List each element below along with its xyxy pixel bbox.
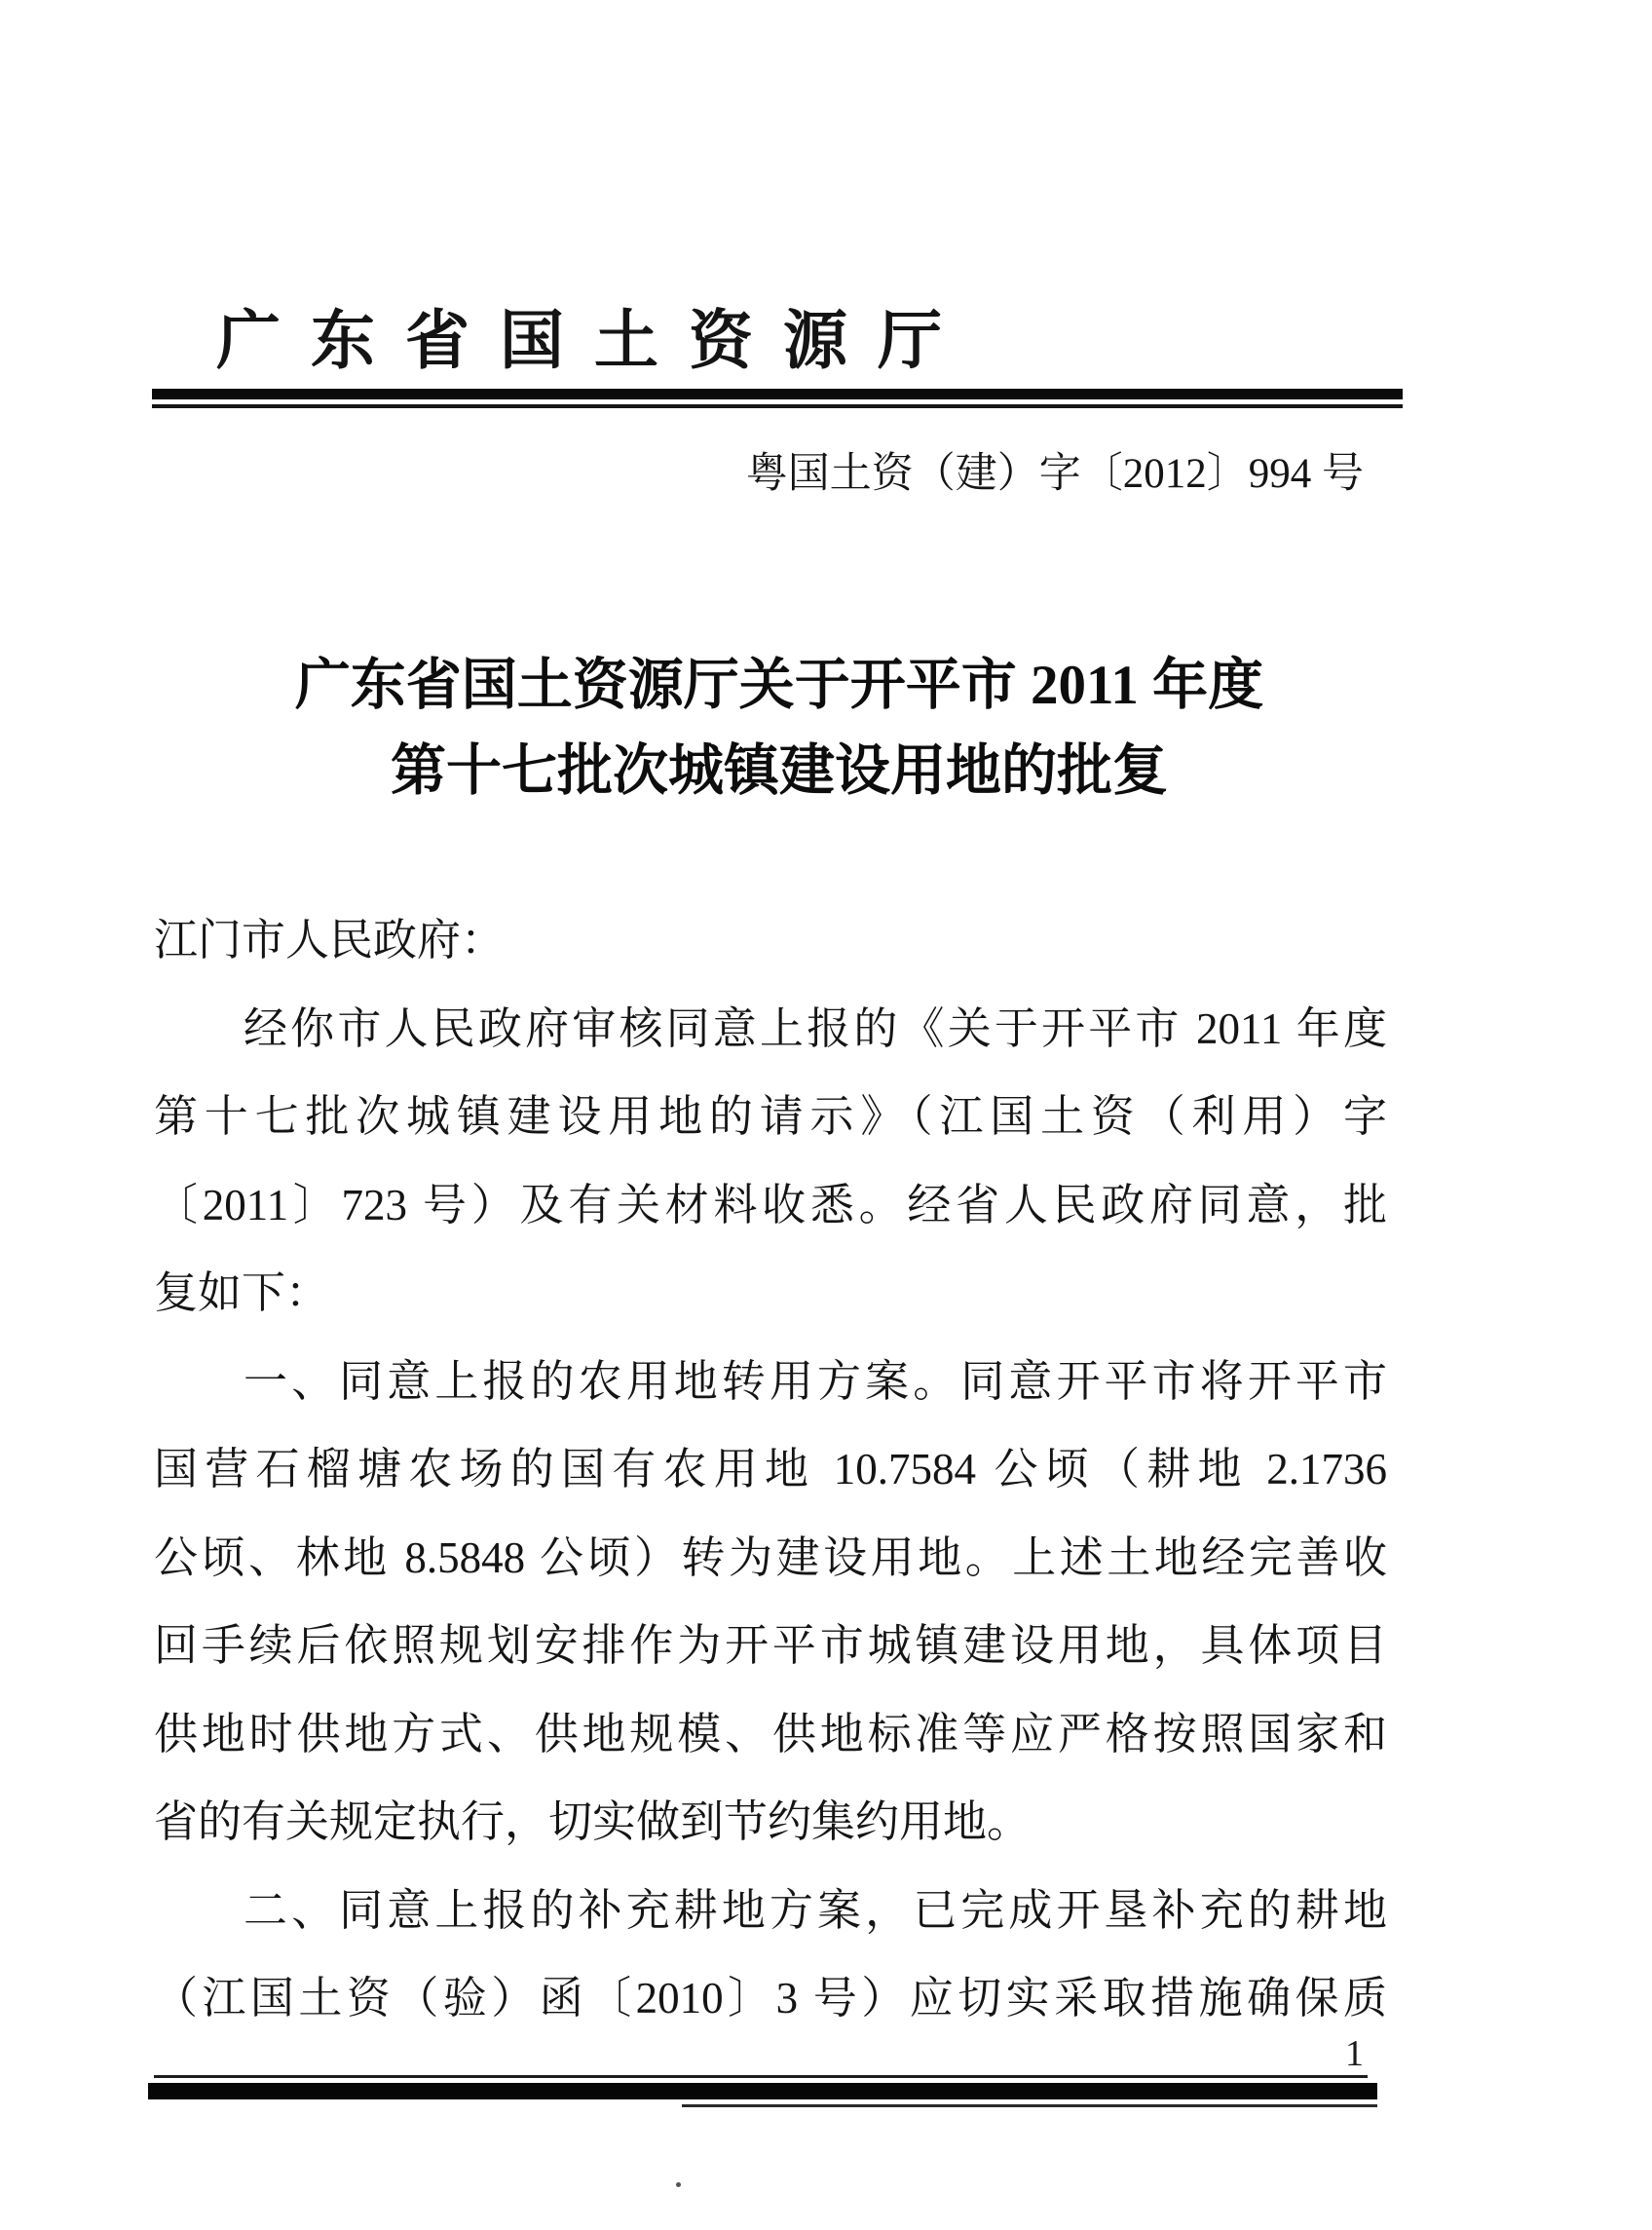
body-line: 供地时供地方式、供地规模、供地标准等应严格按照国家和 [154, 1709, 1387, 1758]
body-line: 公顷、林地 8.5848 公顷）转为建设用地。上述土地经完善收 [154, 1532, 1387, 1582]
body-line: 经你市人民政府审核同意上报的《关于开平市 2011 年度 [244, 1003, 1387, 1053]
letterhead-rule-thin [152, 404, 1403, 408]
footer-rule-thick [148, 2083, 1377, 2099]
footer-rule-sub [682, 2104, 1377, 2107]
footer-rule-thin [154, 2075, 1368, 2078]
body-line: 〔2011〕723 号）及有关材料收悉。经省人民政府同意，批 [154, 1180, 1387, 1229]
page-number: 1 [1345, 2033, 1364, 2074]
document-title-line1: 广东省国土资源厅关于开平市 2011 年度 [294, 655, 1264, 716]
body-line: 回手续后依照规划安排作为开平市城镇建设用地，具体项目 [154, 1621, 1387, 1670]
body-line: 省的有关规定执行，切实做到节约集约用地。 [154, 1797, 1032, 1846]
scan-speck [676, 2182, 681, 2187]
salutation: 江门市人民政府： [154, 916, 506, 964]
body-line: 二、同意上报的补充耕地方案，已完成开垦补充的耕地 [244, 1885, 1387, 1935]
body-line: 国营石榴塘农场的国有农用地 10.7584 公顷（耕地 2.1736 [154, 1445, 1387, 1493]
body-line: （江国土资（验）函〔2010〕3 号）应切实采取措施确保质 [154, 1974, 1387, 2022]
document-body [154, 896, 1387, 2043]
body-line: 一、同意上报的农用地转用方案。同意开平市将开平市 [244, 1356, 1387, 1406]
document-title [166, 643, 1393, 814]
body-line: 复如下： [154, 1268, 330, 1317]
doc-reference-number: 粤国土资（建）字〔2012〕994 号 [745, 451, 1364, 497]
document-title-line2: 第十七批次城镇建设用地的批复 [391, 740, 1168, 802]
letterhead-agency-title: 广东省国土资源厅 [216, 306, 972, 377]
letterhead-rule-thick [152, 389, 1403, 399]
body-line: 第十七批次城镇建设用地的请示》（江国土资（利用）字 [154, 1092, 1387, 1141]
